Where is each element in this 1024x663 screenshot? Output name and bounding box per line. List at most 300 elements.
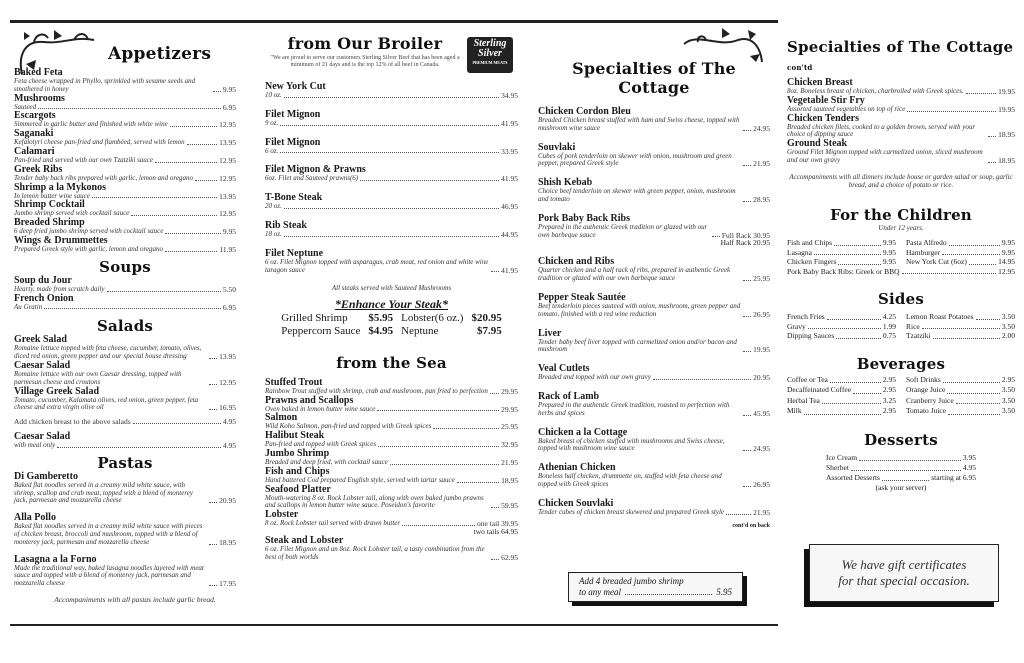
menu-item [787,406,896,417]
item-description: Boneless half chicken, drummette on, stuffed with feta cheese and topped with Greek spices [538,472,722,488]
item-price: 9.95 [222,84,236,94]
children-grid [787,238,1015,276]
menu-item [265,449,518,467]
salads-heading: Salads [96,317,154,336]
menu-item [265,536,518,562]
menu-item [538,178,770,204]
leader-dots [922,328,1000,329]
promo-price: 5.95 [716,587,732,597]
item-price: 2.95 [882,374,896,384]
item-name: Baked Feta [14,67,63,78]
item-name: Stuffed Trout [265,376,323,388]
column-2 [265,34,518,562]
item-description: with meal only [14,440,56,449]
item-name: Calamari [14,145,55,157]
item-description: Hand battered Cod prepared English style, served with tartar sauce [265,475,455,484]
gift-line1: We have gift certificates [841,557,967,572]
item-name: Caesar Salad [14,359,71,371]
item-price: 29.95 [501,386,518,396]
item-description: Baked flat noodles served in a creamy mild white sauce with pieces of chicken breast, broccoli and mushroom, topped with a blend of monterey jack, parmesan and mozzarella cheese [14,522,203,546]
item-name: Chicken Souvlaki [538,497,614,509]
item-description: Baked breast of chicken stuffed with mushrooms and Swiss cheese, topped with mushroom wine sauce [538,436,725,453]
item-price: 19.95 [998,104,1015,114]
item-name: Veal Cutlets [538,363,590,375]
item-price: 2.00 [1001,331,1015,341]
enhance-item-price: $7.95 [476,324,502,337]
dinners-note: Accompaniments with all dinners include house or garden salad or soup, garlic bread, and a choice of potato or rice. [789,172,1013,190]
item-price: Full Rack 30.95 [721,230,770,240]
leader-dots [804,414,881,415]
item-description: Breaded and topped with our own gravy [538,373,651,382]
leader-dots [187,144,217,145]
menu-item [14,68,236,94]
menu-item [14,165,236,183]
leader-dots [827,319,881,320]
item-description: Made the traditional way, baked lasagna noodles layered with meat sauce and topped with a blend of monterey jack, parmesan and mozzarella cheese [14,563,204,588]
item-name: Halibut Steak [265,430,325,442]
leader-dots [209,409,217,410]
item-price: 18.95 [998,130,1015,140]
item-price: 3.25 [882,395,896,405]
item-name: Milk [787,406,802,416]
bottom-rule [10,624,778,626]
sterling-silver-logo [467,37,513,73]
sea-list [265,378,518,562]
item-name: Filet Mignon [265,108,321,120]
item-name: Athenian Chicken [538,462,616,474]
addon-desc: Add chicken breast to the above salads [14,417,131,427]
item-name: Pork Baby Back Ribs [538,212,630,224]
menu-item [538,329,770,355]
item-name: Pork Baby Back Ribs: Greek or BBQ [787,266,900,276]
item-name: Saganaki [14,128,54,140]
menu-item [14,472,236,505]
item-name: Caesar Salad [14,430,71,442]
item-price: 18.95 [998,155,1015,165]
desserts-note: (ask your server) [875,482,927,492]
item-price: 46.95 [501,202,518,212]
leader-dots [213,91,221,92]
menu-item [538,293,770,319]
item-name: Shish Kebab [538,177,593,189]
item-description: Prepared Greek style with garlic, lemon and oregano [14,244,164,253]
item-description-row [14,246,236,254]
item-description: Sauteed [14,102,37,111]
item-name: Soft Drinks [906,374,941,384]
enhance-item-price: $5.95 [368,311,394,324]
item-description: Breaded chicken filets, cooked to a golden brown, served with your choice of dipping sauce [787,122,976,139]
item-price: 14.95 [998,257,1015,267]
menu-item [14,236,236,254]
leader-dots [92,197,217,198]
leader-dots [107,291,221,292]
leader-dots [838,264,881,265]
leader-dots [209,544,217,545]
item-name: Dipping Sauces [787,331,835,341]
item-description: Tender baby back ribs prepared with garlic, lemon and oregano [14,173,194,182]
enhance-heading: *Enhance Your Steak* [334,296,449,311]
menu-item [14,147,236,165]
item-name: Village Greek Salad [14,385,99,397]
appetizers-list [14,68,236,254]
leader-dots [280,125,499,126]
item-description-row [538,509,770,517]
item-description: Cubes of pork tenderloin on skewer with onion, mushroom and green pepper, prepared Greek style [538,151,732,168]
item-description-row [538,303,770,319]
item-price: 3.95 [962,452,976,462]
menu-item [906,257,1015,267]
leader-dots [830,382,881,383]
menu-item [826,453,976,463]
ornament-vine-icon [678,26,770,68]
item-description-row [265,259,518,275]
enhance-item-name: Grilled Shrimp [281,311,348,324]
leader [625,587,712,595]
item-name: Greek Salad [14,334,67,346]
enhance-item-name: Lobster(6 oz.) [401,311,464,324]
item-description: Mouth-watering 8 oz. Rock Lobster tail, along with oven baked jumbo prawns and scallops in lemon butter wine sauce. Poseidon's favorite [265,493,484,510]
item-name: Rib Steak [265,219,307,231]
item-price: 62.95 [501,552,518,562]
menu-item [265,510,518,536]
cottage-contd-list [787,78,1015,165]
item-description: 8oz. Boneless breast of chicken, charbroiled with Greek spices. [787,87,964,95]
leader-dots [131,215,217,216]
leader-dots [491,507,499,508]
item-name: Salmon [265,412,298,424]
item-price: 21.95 [753,507,770,517]
leader-dots [280,152,499,153]
item-name: Sherbet [826,462,849,472]
item-description-row [538,374,770,382]
menu-item [906,248,1015,258]
item-name: Chicken Fingers [787,257,837,267]
menu-item [787,312,896,322]
item-price: 18.95 [219,537,236,547]
item-description: Beef tenderloin pieces sauteed with onion, mushroom, green pepper and tomato, finished with a red wine reduction [538,301,741,318]
item-price: 20.95 [753,373,770,383]
leader-dots [976,319,1000,320]
leader-dots [743,486,751,487]
leader-dots [284,208,499,209]
leader-dots [170,126,217,127]
menu-item [787,114,1015,140]
menu-item [14,200,236,218]
item-name: Chicken Cordon Bleu [538,106,631,117]
menu-item [906,385,1015,396]
item-name: Wings & Drummettes [14,234,108,246]
leader-dots [377,410,499,411]
item-name: New York Cut (6oz) [906,257,967,267]
item-description: Rainbow Trout stuffed with shrimp, crab and mushroom, pan fried to perfection [265,386,488,395]
item-name: Pepper Steak Sautée [538,291,626,303]
broiler-heading: from Our Broiler [287,34,443,53]
menu-item [538,214,770,248]
item-name: Lobster [265,509,299,521]
menu-item [538,143,770,169]
item-price: 26.95 [753,479,770,489]
leader-dots [209,384,217,385]
leader-dots [165,251,217,252]
leader-dots [902,273,997,274]
continued-note: cont'd on back [732,522,770,529]
menu-item [787,375,896,386]
item-price: 34.95 [501,91,518,100]
item-price: 26.95 [753,309,770,319]
item-description: 6 oz. Filet Mignon and an 8oz. Rock Lobster tail, a tasty combination from the best of both worlds [265,545,485,561]
item-price: 9.95 [222,227,236,237]
item-description-row [538,267,770,283]
menu-item [14,387,236,413]
item-description: 6 deep fried jumbo shrimp served with cocktail sauce [14,227,164,236]
item-price: 6.95 [222,102,236,112]
leader-dots [822,403,881,404]
leader-dots [988,136,996,137]
desserts-list [826,453,976,483]
item-name: Mushrooms [14,92,65,104]
menu-item [538,499,770,517]
leader-dots [834,245,881,246]
item-description-row [538,224,770,240]
item-name: Lemon Roast Potatoes [906,312,974,322]
pastas-note: Accompaniments with all pastas include garlic bread. [54,594,216,604]
item-price: 4.95 [962,462,976,472]
menu-item [14,361,236,387]
item-description-row [538,402,770,418]
leader-dots [947,393,1000,394]
item-name: Hamburger [906,247,941,257]
item-description-row [14,397,236,413]
salad-addon [14,418,236,426]
leader-dots [956,403,1000,404]
item-name: Filet Mignon [265,136,321,148]
item-name: Vegetable Stir Fry [787,94,865,106]
leader-dots [814,254,881,255]
shrimp-promo-box [568,572,743,602]
gift-line2: for that special occasion. [838,573,970,588]
menu-item [538,107,770,133]
appetizers-heading: Appetizers [108,44,212,64]
item-price: 28.95 [753,194,770,204]
children-heading: For the Children [830,205,972,224]
item-name: Tzatziki [906,331,931,341]
item-price: 21.95 [501,458,518,468]
item-description: Simmered in garlic butter and finished with white wine [14,120,168,129]
logo-line1: Sterling [473,38,507,49]
menu-item [787,78,1015,96]
item-price: 32.95 [501,440,518,450]
menu-item [265,138,518,156]
item-name: Liver [538,327,562,339]
top-rule [10,20,778,23]
item-description-row [538,117,770,133]
menu-item [265,378,518,396]
menu-item [906,406,1015,417]
item-name: Tomato Juice [906,406,947,416]
item-name: Rice [906,321,920,331]
cottage-heading: Specialties of The Cottage [572,59,736,97]
item-description-row [14,523,236,546]
item-name: Shrimp Cocktail [14,199,85,211]
item-description: Breaded and deep fried, with cocktail sauce [265,458,388,467]
side-salad-list [14,432,236,450]
leader-dots [942,254,1000,255]
leader-dots [712,236,720,237]
item-price: 12.95 [219,155,236,165]
item-name: Ice Cream [826,452,858,462]
leader-dots [933,338,1000,339]
item-price: starting at 6.95 [931,472,976,482]
item-price: 3.50 [1001,385,1015,395]
item-name: New York Cut [265,81,326,92]
item-name: Assorted Desserts [826,472,880,482]
menu-item [787,248,896,258]
item-description: Kefalotyri cheese pan-fried and flambéed, served with lemon [14,138,185,147]
item-price: 12.95 [219,120,236,130]
item-description-row [787,124,1015,140]
desserts-heading: Desserts [864,430,938,449]
leader-dots [360,180,499,181]
leader-dots [859,460,961,461]
item-description: Romaine lettuce with our own Caesar dressing, topped with parmesan cheese and croutons [14,369,182,386]
broiler-intro: "We are proud to serve our customers Sterling Silver Beef that has been aged a minimum of 21 days and is the top 12% of all beef in Canada. [270,55,460,68]
menu-item [14,432,236,450]
menu-item [14,218,236,236]
item-name: Fish and Chips [265,465,330,477]
enhance-item-price: $20.95 [471,311,502,324]
menu-item [14,335,236,361]
item-description: Tomato, cucumber, Kalamata olives, red onion, green pepper, feta cheese and extra virgin olive oil [14,395,199,412]
item-name: Rack of Lamb [538,390,600,402]
item-description-row [265,175,518,183]
item-price: 29.95 [501,404,518,414]
item-description-row [265,148,518,156]
item-price: 13.95 [219,191,236,201]
item-price: 17.95 [219,579,236,589]
leader-dots [943,382,1000,383]
menu-item [787,139,1015,165]
item-description: Prepared in the authentic Greek tradition, roasted to perfection with herbs and spices [538,400,730,417]
item-name: Prawns and Scallops [265,394,354,406]
leader-dots [836,338,881,339]
item-description-row [538,153,770,169]
item-name: Chicken and Ribs [538,256,615,268]
beverages-grid [787,375,1015,417]
item-description: 8 oz. Rock Lobster tail served with drawn butter [265,519,401,528]
item-description: Quarter chicken and a half rack of ribs, prepared in authentic Greek tradition or glazed with our own barbeque sauce [538,266,731,283]
item-description-row [538,473,770,489]
menu-item [265,249,518,275]
item-name: Filet Neptune [265,247,324,259]
item-price: 41.95 [501,118,518,128]
menu-item [906,331,1015,341]
item-name: Cranberry Juice [906,395,954,405]
menu-item [265,413,518,431]
enhance-grid [265,312,518,338]
leader-dots [743,165,751,166]
item-name: Orange Juice [906,385,946,395]
item-description-row [265,546,518,562]
item-description: Prepared in the authentic Greek tradition or glazed with our own barbeque sauce [538,222,708,239]
logo-line2: Silver [478,48,502,59]
enhance-item-price: $4.95 [368,324,394,337]
item-description-row [14,371,236,387]
leader-dots [491,271,499,272]
leader-dots [808,328,881,329]
item-price: 19.95 [998,87,1015,96]
item-description: 18 oz. [265,229,282,238]
beverages-heading: Beverages [856,354,946,373]
item-price: 12.95 [219,173,236,183]
menu-item [787,238,896,248]
item-description: 9 oz. [265,118,279,127]
sea-heading: from the Sea [336,353,447,372]
leader-dots [378,446,499,447]
menu-item [538,392,770,418]
item-price: 2.95 [882,406,896,416]
menu-item [14,129,236,147]
item-description-row [787,149,1015,165]
item-description: Tender cubes of chicken breast skewered and prepared Greek style [538,507,725,516]
leader-dots [390,464,499,465]
gift-certificate-box [809,544,999,602]
item-description: 6oz. Filet and Sauteed prawns(6) [265,174,359,183]
menu-item [906,322,1015,332]
item-price: 9.95 [1001,238,1015,248]
item-description: Hearty, made from scratch daily [14,284,105,293]
item-description-row [14,304,236,312]
item-name: T-Bone Steak [265,192,323,204]
menu-item [14,555,236,588]
menu-item [787,322,896,332]
menu-item [14,513,236,546]
item-description-row [265,203,518,211]
item-name: Coffee or Tea [787,374,828,384]
item-name: Seafood Platter [265,483,331,495]
item-description-row [538,188,770,204]
pastas-list [14,472,236,588]
menu-item [787,385,896,396]
item-price: 59.95 [501,501,518,511]
item-price: 24.95 [753,444,770,454]
leader [133,423,221,424]
leader-dots [949,245,1000,246]
item-price: 19.95 [753,345,770,355]
leader-dots [209,502,217,503]
item-description-row [265,406,518,414]
menu-item [906,396,1015,407]
menu-item [538,463,770,489]
leader-dots [882,480,929,481]
menu-item [826,473,976,483]
item-description-row [265,231,518,239]
item-description-row [265,120,518,128]
item-description: 6 oz. [265,146,279,155]
column-3 [538,26,770,597]
menu-item [906,238,1015,248]
item-name: Pasta Alfredo [906,238,947,248]
item-description: Pan-fried and served with our own Tzatziki sauce [14,155,154,164]
item-price: 12.95 [219,209,236,219]
item-price-alt: Half Rack 20.95 [720,238,770,248]
leader-dots [743,415,751,416]
item-price: 44.95 [501,229,518,239]
menu-item [906,312,1015,322]
leader-dots [155,162,217,163]
leader-dots [743,130,751,131]
item-price: 25.95 [501,422,518,432]
item-name: Lasagna a la Forno [14,553,97,565]
